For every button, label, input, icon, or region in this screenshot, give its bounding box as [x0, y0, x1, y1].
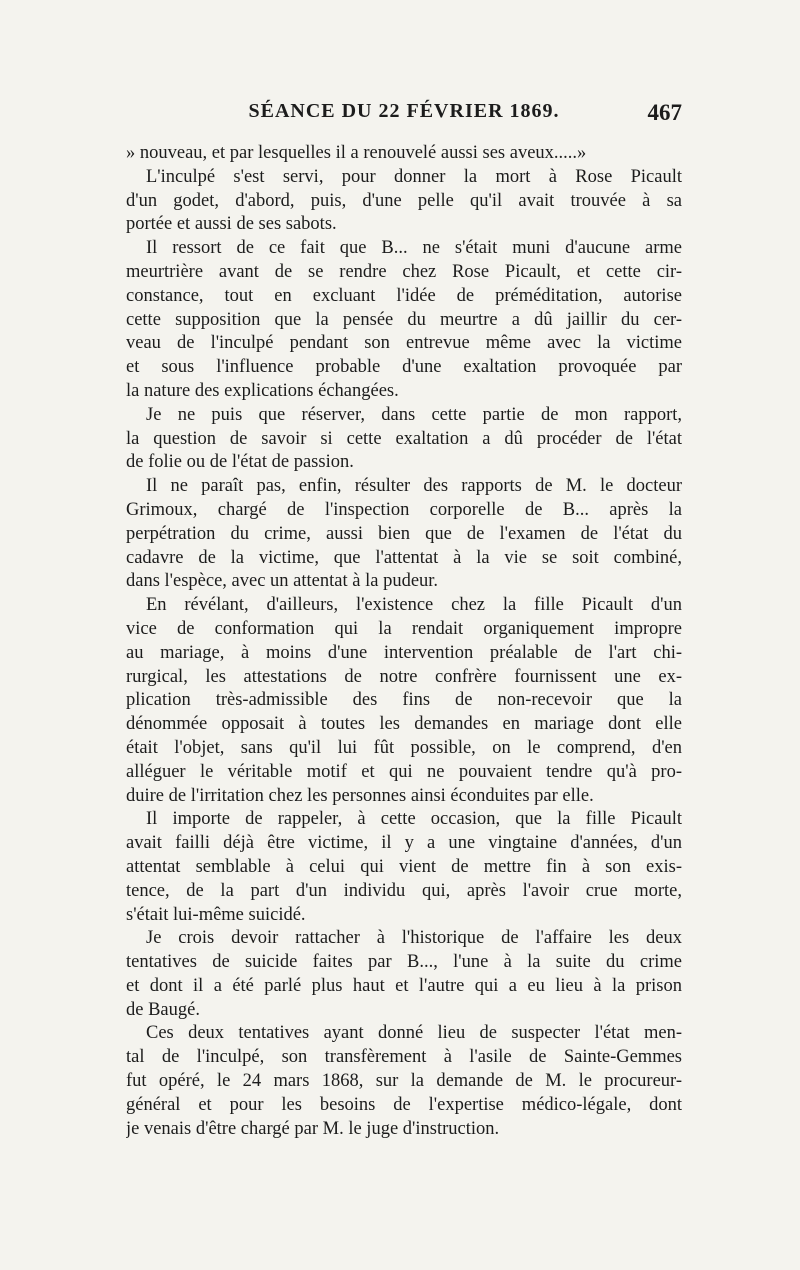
text-line: Grimoux, chargé de l'inspection corporelle de B... après la [126, 499, 682, 520]
text-line: la question de savoir si cette exaltation a dû procéder de l'état [126, 428, 682, 449]
text-line: Il ne paraît pas, enfin, résulter des rapports de M. le docteur [146, 476, 682, 497]
text-line: Il ressort de ce fait que B... ne s'était muni d'aucune arme [146, 238, 682, 259]
text-line: Ces deux tentatives ayant donné lieu de suspecter l'état men- [146, 1023, 682, 1044]
text-line: et dont il a été parlé plus haut et l'autre qui a eu lieu à la prison [126, 975, 682, 996]
text-line: général et pour les besoins de l'expertise médico-légale, dont [126, 1094, 682, 1115]
text-line: perpétration du crime, aussi bien que de l'examen de l'état du [126, 523, 682, 544]
text-line: constance, tout en excluant l'idée de préméditation, autorise [126, 285, 682, 306]
text-line: veau de l'inculpé pendant son entrevue même avec la victime [126, 333, 682, 354]
text-line: d'un godet, d'abord, puis, d'une pelle qu'il avait trouvée à sa [126, 190, 682, 211]
text-line: fut opéré, le 24 mars 1868, sur la demande de M. le procureur- [126, 1071, 682, 1092]
text-line: au mariage, à moins d'une intervention préalable de l'art chi- [126, 642, 682, 663]
text-line: avait failli déjà être victime, il y a une vingtaine d'années, d'un [126, 833, 682, 854]
text-line: de Baugé. [126, 999, 200, 1020]
page-header [126, 100, 682, 130]
text-line: dénommée opposait à toutes les demandes en mariage dont elle [126, 714, 682, 735]
page-number: 467 [647, 100, 682, 125]
text-line: tence, de la part d'un individu qui, après l'avoir crue morte, [126, 880, 682, 901]
text-line: et sous l'influence probable d'une exaltation provoquée par [126, 357, 682, 378]
text-line: s'était lui-même suicidé. [126, 904, 306, 925]
text-line: cette supposition que la pensée du meurtre a dû jaillir du cer- [126, 309, 682, 330]
text-line: plication très-admissible des fins de non-recevoir que la [126, 690, 682, 711]
text-line: attentat semblable à celui qui vient de mettre fin à son exis- [126, 856, 682, 877]
text-line: » nouveau, et par lesquelles il a renouvelé aussi ses aveux.....» [126, 143, 587, 163]
text-line: tal de l'inculpé, son transfèrement à l'asile de Sainte-Gemmes [126, 1047, 682, 1068]
text-line: dans l'espèce, avec un attentat à la pudeur. [126, 571, 439, 592]
text-line: meurtrière avant de se rendre chez Rose Picault, et cette cir- [126, 261, 682, 282]
body-text [126, 142, 682, 1141]
text-line: Je crois devoir rattacher à l'historique de l'affaire les deux [146, 928, 682, 949]
text-line: En révélant, d'ailleurs, l'existence chez la fille Picault d'un [146, 595, 682, 616]
text-line: alléguer le véritable motif et qui ne pouvaient tendre qu'à pro- [126, 761, 682, 782]
text-line: rurgical, les attestations de notre confrère fournissent une ex- [126, 666, 682, 687]
text-line: Il importe de rappeler, à cette occasion, que la fille Picault [146, 809, 682, 830]
text-line: Je ne puis que réserver, dans cette partie de mon rapport, [146, 404, 682, 425]
text-line: cadavre de la victime, que l'attentat à la vie se soit combiné, [126, 547, 682, 568]
text-line: de folie ou de l'état de passion. [126, 452, 354, 473]
text-line: tentatives de suicide faites par B..., l'une à la suite du crime [126, 952, 682, 973]
text-line: duire de l'irritation chez les personnes ainsi éconduites par elle. [126, 785, 594, 806]
text-line: vice de conformation qui la rendait organiquement impropre [126, 618, 682, 639]
text-line: était l'objet, sans qu'il lui fût possible, on le comprend, d'en [126, 737, 682, 758]
text-line: je venais d'être chargé par M. le juge d'instruction. [126, 1118, 500, 1139]
running-head: SÉANCE DU 22 FÉVRIER 1869. [248, 100, 560, 122]
text-line: la nature des explications échangées. [126, 380, 399, 401]
text-line: L'inculpé s'est servi, pour donner la mort à Rose Picault [146, 166, 682, 187]
text-line: portée et aussi de ses sabots. [126, 214, 337, 235]
